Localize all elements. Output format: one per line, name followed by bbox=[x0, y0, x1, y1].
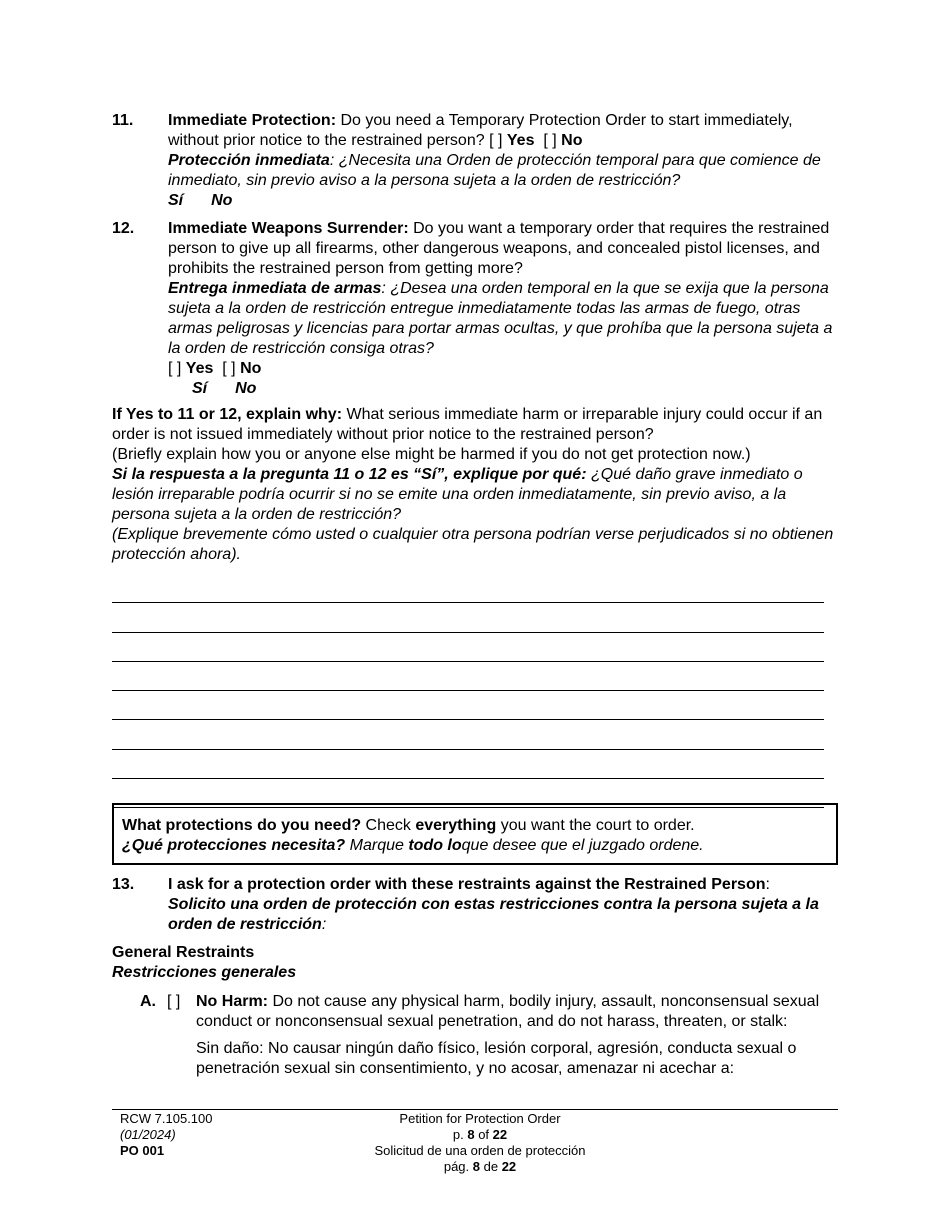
item-text: Do you need a Temporary Protection Order to start immediately, without prior notice to the restrained person? bbox=[168, 112, 793, 149]
item-number: 13. bbox=[112, 876, 135, 893]
item-11-question bbox=[168, 111, 838, 151]
section-heading: General Restraints bbox=[112, 944, 255, 961]
explain-title: If Yes to 11 or 12, explain why: bbox=[112, 406, 343, 423]
item-title: No Harm: bbox=[196, 993, 269, 1010]
protections-box bbox=[112, 803, 838, 865]
item-11-spanish bbox=[168, 151, 838, 191]
no-checkbox[interactable]: [ ] bbox=[222, 360, 236, 377]
item-13 bbox=[112, 875, 838, 935]
no-label: No bbox=[561, 132, 583, 149]
item-12-options bbox=[168, 359, 838, 379]
item-13-spanish bbox=[168, 895, 838, 935]
answer-line[interactable] bbox=[112, 603, 824, 632]
page-of-es: de bbox=[480, 1159, 502, 1174]
no-label: No bbox=[240, 360, 262, 377]
answer-line[interactable] bbox=[112, 633, 824, 662]
general-restraints-heading bbox=[112, 943, 838, 983]
item-title-es: Protección inmediata bbox=[168, 152, 330, 169]
item-number: 12. bbox=[112, 220, 135, 237]
protections-text: Check bbox=[361, 817, 416, 834]
answer-line[interactable] bbox=[112, 662, 824, 691]
yes-label: Yes bbox=[185, 360, 214, 377]
page-prefix: p. bbox=[452, 1127, 468, 1142]
footer-left bbox=[120, 1111, 213, 1159]
answer-lines[interactable] bbox=[112, 574, 824, 808]
no-label-es: No bbox=[235, 380, 257, 397]
explain-question bbox=[112, 405, 838, 445]
yes-checkbox[interactable]: [ ] bbox=[168, 360, 182, 377]
item-13-title bbox=[168, 875, 838, 895]
explain-title-es: Si la respuesta a la pregunta 11 o 12 es “Sí”, explique por qué: bbox=[112, 466, 587, 483]
item-title: Immediate Protection: bbox=[168, 112, 337, 129]
protections-text-es: que desee que el juzgado ordene. bbox=[461, 837, 704, 854]
explain-note: (Briefly explain how you or anyone else might be harmed if you do not get protection now.) bbox=[112, 446, 751, 463]
yes-checkbox[interactable]: [ ] bbox=[489, 132, 503, 149]
explain-text: What serious immediate harm or irreparable injury could occur if an order is not issued immediately without prior notice to the restrained person? bbox=[112, 406, 823, 443]
page-total: 22 bbox=[492, 1127, 508, 1142]
item-text: Do you want a temporary order that requires the restrained person to give up all firearms, other dangerous weapons, and concealed pistol licenses, and prohibits the restrained person from getting more? bbox=[168, 220, 830, 277]
item-title-es: Solicito una orden de protección con estas restricciones contra la persona sujeta a la orden de restricción bbox=[168, 896, 819, 933]
answer-line[interactable] bbox=[112, 720, 824, 749]
footer-rcw: RCW 7.105.100 bbox=[120, 1111, 213, 1126]
footer-title: Petition for Protection Order bbox=[399, 1111, 561, 1126]
item-number: 11. bbox=[112, 112, 134, 129]
footer-form-number: PO 001 bbox=[120, 1143, 165, 1158]
no-harm-checkbox[interactable]: [ ] bbox=[167, 993, 181, 1010]
protections-text-es: Marque bbox=[345, 837, 409, 854]
protections-question-es: ¿Qué protecciones necesita? bbox=[122, 837, 346, 854]
item-title-es: Entrega inmediata de armas bbox=[168, 280, 382, 297]
item-letter: A. bbox=[140, 993, 156, 1010]
no-label-es: No bbox=[211, 192, 233, 209]
protections-spanish bbox=[122, 836, 828, 856]
footer-page-number bbox=[330, 1127, 630, 1143]
yes-label: Yes bbox=[506, 132, 535, 149]
page-of: of bbox=[474, 1127, 493, 1142]
answer-line[interactable] bbox=[112, 691, 824, 720]
explain-section bbox=[112, 405, 838, 565]
item-11-spanish-options bbox=[168, 191, 838, 211]
explain-text-es: ¿Qué daño grave inmediato o lesión irreparable podría ocurrir si no se emite una orden inmediatamente, sin previo aviso, a la persona sujeta a la orden de restricción? bbox=[112, 466, 803, 523]
item-title: I ask for a protection order with these restraints against the Restrained Person bbox=[168, 876, 766, 893]
footer-divider bbox=[112, 1109, 838, 1110]
protections-english bbox=[122, 816, 828, 836]
si-label: Sí bbox=[192, 380, 208, 397]
item-a-english bbox=[196, 992, 838, 1032]
everything-emphasis: everything bbox=[415, 817, 497, 834]
explain-spanish bbox=[112, 465, 838, 525]
item-title: Immediate Weapons Surrender: bbox=[168, 220, 409, 237]
explain-note-es: (Explique brevemente cómo usted o cualquier otra persona podrían verse perjudicados si no obtienen protección ahora). bbox=[112, 526, 834, 563]
item-text-es: : ¿Desea una orden temporal en la que se exija que la persona sujeta a la orden de restricción entregue inmediatamente todas las armas de fuego, otras armas peligrosas y licencias para portar armas ocultas, y que prohíba que la persona sujeta a la orden de restricción consiga otras? bbox=[168, 280, 833, 357]
no-checkbox[interactable]: [ ] bbox=[543, 132, 557, 149]
page-prefix-es: pág. bbox=[443, 1159, 473, 1174]
item-text: Do not cause any physical harm, bodily injury, assault, nonconsensual sexual conduct or nonconsensual sexual penetration, and do not harass, threaten, or stalk: bbox=[196, 993, 820, 1030]
footer-title-es: Solicitud de una orden de protección bbox=[374, 1143, 586, 1158]
item-11 bbox=[112, 111, 838, 211]
answer-line[interactable] bbox=[112, 574, 824, 603]
page-total-es: 22 bbox=[501, 1159, 517, 1174]
protections-text: you want the court to order. bbox=[496, 817, 695, 834]
footer-center bbox=[330, 1111, 630, 1175]
item-12-spanish bbox=[168, 279, 838, 359]
todo-emphasis: todo lo bbox=[408, 837, 462, 854]
item-a bbox=[140, 992, 838, 1079]
item-text-es: Sin daño: No causar ningún daño físico, lesión corporal, agresión, conducta sexual o penetración sexual sin consentimiento, y no acosar, amenazar ni acechar a: bbox=[196, 1040, 797, 1077]
section-heading-es: Restricciones generales bbox=[112, 964, 297, 981]
colon: : bbox=[765, 876, 770, 893]
item-text-es: : ¿Necesita una Orden de protección temporal para que comience de inmediato, sin previo aviso a la persona sujeta a la orden de restricción? bbox=[168, 152, 821, 189]
item-12-question bbox=[168, 219, 838, 279]
page-current-es: 8 bbox=[472, 1159, 480, 1174]
answer-line[interactable] bbox=[112, 750, 824, 779]
colon: : bbox=[321, 916, 327, 933]
si-label: Sí bbox=[168, 192, 184, 209]
protections-question: What protections do you need? bbox=[122, 817, 362, 834]
footer-page-number-es bbox=[330, 1159, 630, 1175]
item-12-spanish-options bbox=[168, 379, 838, 399]
footer-date: (01/2024) bbox=[120, 1127, 176, 1142]
item-12 bbox=[112, 219, 838, 399]
page-current: 8 bbox=[467, 1127, 475, 1142]
